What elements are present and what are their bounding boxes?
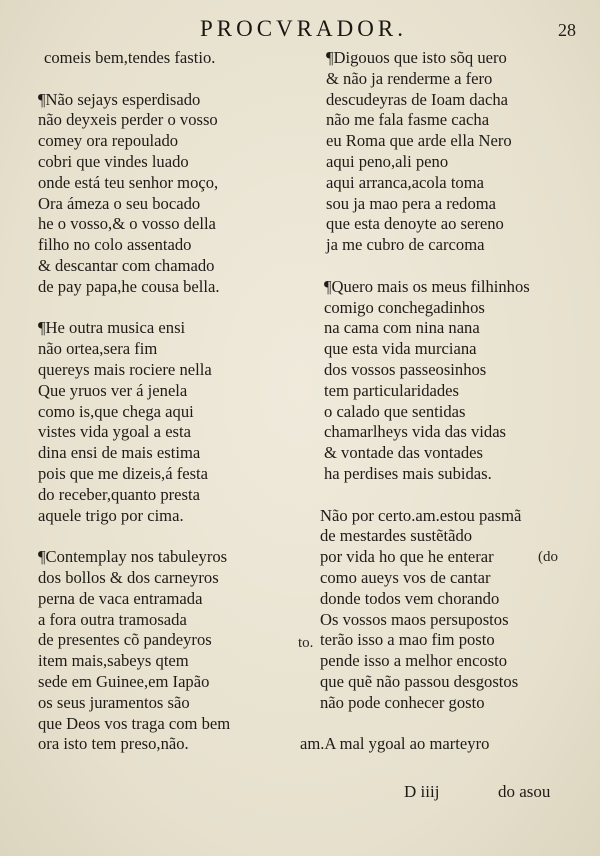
verse-line: ¶Não sejays esperdisado xyxy=(38,89,201,109)
catchword: do asou xyxy=(498,782,551,801)
verse-line: comeis bem,tendes fastio. xyxy=(44,48,216,67)
verse-line: do receber,quanto presta xyxy=(38,484,200,504)
verse-line: de presentes cõ pandeyros xyxy=(38,630,212,650)
page-header xyxy=(0,14,600,44)
verse-line: item mais,sabeys qtem xyxy=(38,651,189,671)
verse-line: tem particularidades xyxy=(324,380,459,400)
verse-line: não deyxeis perder o vosso xyxy=(38,110,218,130)
right-text-column xyxy=(300,48,590,755)
verse-line: & não ja renderme a fero xyxy=(326,68,493,88)
verse-line: que quẽ não passou desgostos xyxy=(320,671,519,691)
verse-line: como aueys vos de cantar xyxy=(320,567,491,587)
verse-line: pende isso a melhor encosto xyxy=(320,651,508,671)
verse-line: pois que me dizeis,á festa xyxy=(38,463,209,483)
verse-line: dina ensi de mais estima xyxy=(38,443,201,463)
verse-line: sou ja mao pera a redoma xyxy=(326,193,497,213)
verse-line: Que yruos ver á jenela xyxy=(38,380,188,400)
running-title: PROCVRADOR. xyxy=(200,16,407,41)
margin-note-to: to. xyxy=(298,635,314,651)
verse-line: cobri que vindes luado xyxy=(38,151,189,171)
verse-line: vistes vida ygoal a esta xyxy=(38,422,191,442)
page-footer xyxy=(0,782,600,812)
verse-line: comey ora repoulado xyxy=(38,131,179,151)
verse-line: aqui arranca,acola toma xyxy=(326,172,485,192)
verse-line: chamarlheys vida das vidas xyxy=(324,422,507,442)
verse-line: donde todos vem chorando xyxy=(320,588,500,608)
verse-line: ha perdises mais subidas. xyxy=(324,463,492,483)
verse-line: filho no colo assentado xyxy=(38,235,192,255)
verse-line: Não por certo.am.estou pasmã xyxy=(320,505,522,525)
verse-line: que esta vida murciana xyxy=(324,339,477,359)
stanza-gap xyxy=(300,485,590,506)
verse-line: ora isto tem preso,não. xyxy=(38,734,189,754)
verse-line: ¶Quero mais os meus filhinhos xyxy=(324,276,530,296)
verse-line: perna de vaca entramada xyxy=(38,588,203,608)
verse-line: aqui peno,ali peno xyxy=(326,151,449,171)
verse-line: he o vosso,& o vosso della xyxy=(38,214,216,234)
verse-line: terão isso a mao fim posto xyxy=(320,630,495,650)
stanza-gap xyxy=(300,714,590,735)
stanza-gap xyxy=(300,256,590,277)
verse-line: comigo conchegadinhos xyxy=(324,297,485,317)
verse-line: não ortea,sera fim xyxy=(38,339,158,359)
verse-line: a fora outra tramosada xyxy=(38,609,187,629)
verse-line: dos bollos & dos carneyros xyxy=(38,567,219,587)
verse-line: Os vossos maos persupostos xyxy=(320,609,509,629)
verse-line: sede em Guinee,em Iapão xyxy=(38,671,210,691)
verse-line: de mestardes sustẽtãdo xyxy=(320,526,473,546)
left-text-column xyxy=(38,48,288,755)
page-number: 28 xyxy=(558,20,576,40)
verse-line: não pode conhecer gosto xyxy=(320,692,485,712)
stanza-gap xyxy=(38,69,288,90)
verse-line: que esta denoyte ao sereno xyxy=(326,214,504,234)
verse-line: os seus juramentos são xyxy=(38,692,190,712)
verse-line: ja me cubro de carcoma xyxy=(326,235,485,255)
verse-line: de pay papa,he cousa bella. xyxy=(38,276,220,296)
verse-line: na cama com nina nana xyxy=(324,318,480,338)
verse-line: como is,que chega aqui xyxy=(38,401,194,421)
verse-line: eu Roma que arde ella Nero xyxy=(326,131,512,151)
verse-line: aquele trigo por cima. xyxy=(38,505,184,525)
verse-line: onde está teu senhor moço, xyxy=(38,172,219,192)
verse-line: não me fala fasme cacha xyxy=(326,110,490,130)
verse-line: & vontade das vontades xyxy=(324,443,483,463)
margin-note-do: (do xyxy=(538,549,558,565)
verse-line: & descantar com chamado xyxy=(38,255,215,275)
verse-line: ¶Contemplay nos tabuleyros xyxy=(38,547,228,567)
verse-line: quereys mais rociere nella xyxy=(38,359,212,379)
verse-line: ¶Digouos que isto sõq uero xyxy=(326,48,507,67)
verse-line: am.A mal ygoal ao marteyro xyxy=(300,734,490,754)
verse-line: o calado que sentidas xyxy=(324,401,466,421)
stanza-gap xyxy=(38,298,288,319)
signature-mark: D iiij xyxy=(404,782,440,801)
verse-line: ¶He outra musica ensi xyxy=(38,318,186,338)
stanza-gap xyxy=(38,526,288,547)
verse-line: dos vossos passeosinhos xyxy=(324,359,487,379)
verse-line: que Deos vos traga com bem xyxy=(38,713,231,733)
verse-line: descudeyras de Ioam dacha xyxy=(326,89,508,109)
verse-line: Ora ámeza o seu bocado xyxy=(38,193,201,213)
verse-line: por vida ho que he enterar xyxy=(320,547,494,567)
